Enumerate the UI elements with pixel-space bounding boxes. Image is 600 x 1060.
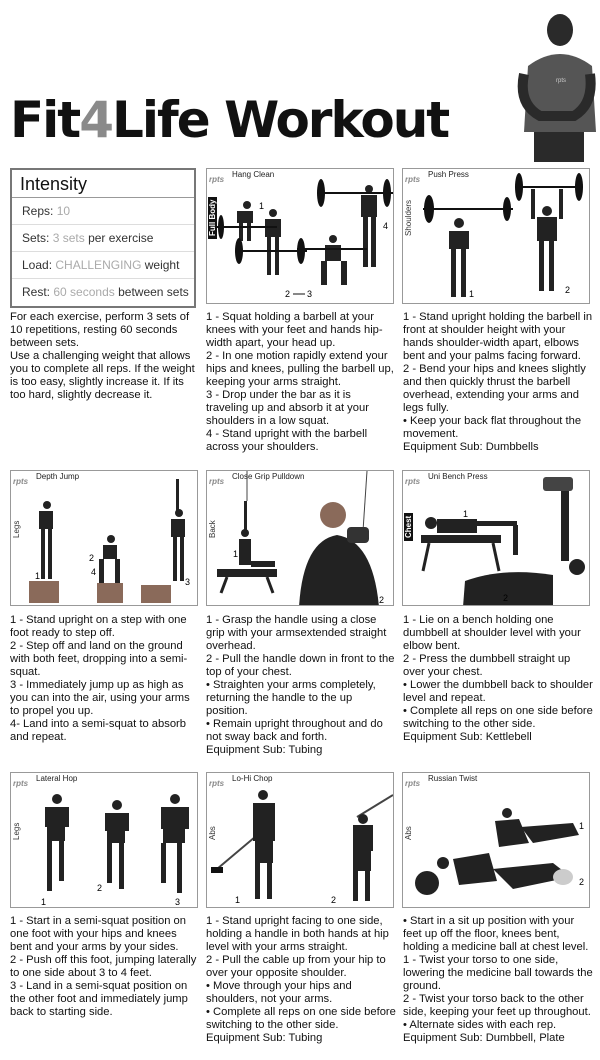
instruction-line: 4 - Stand upright with the barbell across your shoulders. [206, 428, 368, 453]
reps-label: Reps: [22, 204, 54, 218]
reps-value: 10 [56, 204, 71, 218]
exercise-name: Lateral Hop [36, 774, 78, 783]
exercise-description-hang-clean [206, 311, 396, 454]
step-number: 2 [565, 285, 571, 295]
exercise-card-close-grip-pulldown [206, 470, 394, 606]
exercise-name: Depth Jump [36, 472, 80, 481]
exercise-card-depth-jump [10, 470, 198, 606]
sets-suffix: per exercise [88, 231, 154, 245]
step-number: 2 [579, 877, 585, 887]
exercise-description-close-grip-pulldown [206, 614, 396, 757]
exercise-name: Push Press [428, 170, 469, 179]
reps-row [12, 198, 194, 225]
exercise-card-lo-hi-chop [206, 772, 394, 908]
exercise-description-lo-hi-chop [206, 915, 396, 1045]
title-number: 4 [79, 91, 112, 149]
exercise-card-push-press [402, 168, 590, 304]
bench-press-figure [403, 471, 590, 606]
instruction-line: 1 - Lie on a bench holding one dumbbell at shoulder level with your elbow bent. [403, 614, 581, 652]
step-number: 1 [41, 897, 47, 907]
brand-logo: rpts [209, 175, 225, 184]
step-number: 1 [463, 509, 469, 519]
instruction-line: 1 - Squat holding a barbell at your knees with your feet and hands hip-width apart, your head up. [206, 311, 383, 349]
instruction-line: 2 - Twist your torso back to the other side, keeping your feet up throughout. [403, 993, 591, 1018]
exercise-category: Abs [208, 823, 217, 843]
trainer-photo [516, 4, 598, 162]
title-part-2: Life Workout [112, 91, 449, 149]
instruction-line: 2 - Step off and land on the ground with both feet, dropping into a semi-squat. [10, 640, 188, 678]
step-number: 3 [185, 577, 191, 587]
instruction-line: 1 - Twist your torso to one side, lowering the medicine ball towards the ground. [403, 954, 593, 992]
instruction-line: 1 - Grasp the handle using a close grip with your armsextended straight overhead. [206, 614, 387, 652]
instruction-line: • Start in a sit up position with your feet up off the floor, knees bent, holding a medicine ball at chest level. [403, 915, 589, 953]
step-number: 1 [233, 549, 239, 559]
intro-text [10, 311, 200, 402]
exercise-card-lateral-hop [10, 772, 198, 908]
rest-value: 60 seconds [53, 285, 115, 299]
instruction-line: Equipment Sub: Dumbbell, Plate [403, 1032, 565, 1044]
instruction-line: 1 - Start in a semi-squat position on one foot with your hips and knees bent and your arms by your sides. [10, 915, 186, 953]
title-part-1: Fit [10, 91, 80, 149]
instruction-line: • Complete all reps on one side before switching to the other side. [206, 1006, 396, 1031]
intro-paragraph: For each exercise, perform 3 sets of 10 repetitions, resting 60 seconds between sets. [10, 311, 190, 349]
step-number: 2 [89, 553, 95, 563]
exercise-name: Hang Clean [232, 170, 275, 179]
step-number: 1 [469, 289, 475, 299]
instruction-line: 1 - Stand upright facing to one side, holding a handle in both hands at hip level with your arms straight. [206, 915, 389, 953]
instruction-line: • Straighten your arms completely, returning the handle to the up position. [206, 679, 376, 717]
instruction-line: 4- Land into a semi-squat to absorb and repeat. [10, 718, 186, 743]
instruction-line: 1 - Stand upright holding the barbell in front at shoulder height with your hands shoulder-width apart, elbows bent and your palms facing forward. [403, 311, 593, 362]
exercise-category: Chest [404, 513, 413, 541]
instruction-line: • Remain upright throughout and do not sway back and forth. [206, 718, 383, 743]
instruction-line: • Alternate sides with each rep. [403, 1019, 557, 1031]
brand-logo: rpts [209, 779, 225, 788]
instruction-line: 2 - Push off this foot, jumping laterally to one side about 3 to 4 feet. [10, 954, 197, 979]
exercise-category: Legs [12, 518, 21, 541]
load-row [12, 252, 194, 279]
exercise-description-uni-bench-press [403, 614, 593, 744]
hang-clean-figure [207, 169, 394, 304]
exercise-name: Uni Bench Press [428, 472, 488, 481]
intro-paragraph: Use a challenging weight that allows you to complete all reps. If the weight is too easy, slightly increase it. If its too hard, slightly decrease it. [10, 350, 195, 401]
exercise-description-depth-jump [10, 614, 200, 744]
instruction-line: Equipment Sub: Tubing [206, 744, 323, 756]
pulldown-figure [207, 471, 394, 606]
sets-label: Sets: [22, 231, 50, 245]
brand-logo: rpts [209, 477, 225, 486]
exercise-card-russian-twist [402, 772, 590, 908]
brand-logo: rpts [405, 779, 421, 788]
svg-text:rpts: rpts [556, 78, 567, 84]
step-number: 3 [307, 289, 313, 299]
sets-value: 3 sets [52, 231, 85, 245]
instruction-line: 2 - Pull the cable up from your hip to over your opposite shoulder. [206, 954, 386, 979]
lateral-hop-figure [11, 773, 198, 908]
exercise-category: Legs [12, 820, 21, 843]
intensity-panel [10, 168, 196, 308]
instruction-line: • Lower the dumbbell back to shoulder level and repeat. [403, 679, 593, 704]
instruction-line: • Complete all reps on one side before switching to the other side. [403, 705, 593, 730]
brand-logo: rpts [405, 175, 421, 184]
exercise-category: Abs [404, 823, 413, 843]
exercise-name: Close Grip Pulldown [232, 472, 305, 481]
exercise-description-lateral-hop [10, 915, 200, 1019]
push-press-figure [403, 169, 590, 304]
load-value: CHALLENGING [55, 258, 142, 272]
step-number: 2 [379, 595, 385, 605]
depth-jump-figure [11, 471, 198, 606]
step-number: 2 [285, 289, 291, 299]
intensity-heading: Intensity [12, 170, 194, 198]
instruction-line: 2 - Bend your hips and knees slightly and then quickly thrust the barbell overhead, extending your arms and legs fully. [403, 363, 586, 414]
instruction-line: 3 - Immediately jump up as high as you can into the air, using your arms to propel you up. [10, 679, 190, 717]
exercise-description-russian-twist [403, 915, 593, 1045]
step-number: 4 [383, 221, 389, 231]
step-number: 1 [35, 571, 41, 581]
instruction-line: 2 - In one motion rapidly extend your hips and knees, pulling the barbell up, keeping your arms straight. [206, 350, 394, 388]
exercise-description-push-press [403, 311, 593, 454]
exercise-category: Shoulders [404, 197, 413, 239]
russian-twist-figure [403, 773, 590, 908]
rest-label: Rest: [22, 285, 51, 299]
brand-logo: rpts [13, 477, 29, 486]
step-number: 1 [235, 895, 241, 905]
instruction-line: 3 - Land in a semi-squat position on the other foot and immediately jump back to starting side. [10, 980, 188, 1018]
instruction-line: 2 - Press the dumbbell straight up over your chest. [403, 653, 571, 678]
load-suffix: weight [144, 258, 180, 272]
sets-row [12, 225, 194, 252]
rest-row [12, 279, 194, 306]
chop-figure [207, 773, 394, 908]
instruction-line: 2 - Pull the handle down in front to the top of your chest. [206, 653, 395, 678]
instruction-line: • Move through your hips and shoulders, not your arms. [206, 980, 352, 1005]
brand-logo: rpts [405, 477, 421, 486]
exercise-category: Back [208, 517, 217, 541]
instruction-line: 3 - Drop under the bar as it is traveling up and absorb it at your shoulders in a low squat. [206, 389, 369, 427]
rest-suffix: between sets [118, 285, 189, 299]
step-number: 1 [259, 201, 265, 211]
instruction-line: 1 - Stand upright on a step with one foot ready to step off. [10, 614, 187, 639]
instruction-line: • Keep your back flat throughout the movement. [403, 415, 582, 440]
exercise-card-uni-bench-press [402, 470, 590, 606]
step-number: 2 [503, 593, 509, 603]
exercise-category: Full Body [208, 197, 217, 239]
exercise-card-hang-clean [206, 168, 394, 304]
exercise-name: Russian Twist [428, 774, 478, 783]
step-number: 4 [91, 567, 97, 577]
instruction-line: Equipment Sub: Tubing [206, 1032, 323, 1044]
page-title [10, 91, 449, 149]
step-number: 2 [97, 883, 103, 893]
instruction-line: Equipment Sub: Dumbbells [403, 441, 539, 453]
load-label: Load: [22, 258, 53, 272]
step-number: 2 [331, 895, 337, 905]
instruction-line: Equipment Sub: Kettlebell [403, 731, 532, 743]
step-number: 3 [175, 897, 181, 907]
brand-logo: rpts [13, 779, 29, 788]
step-number: 1 [579, 821, 585, 831]
exercise-name: Lo-Hi Chop [232, 774, 273, 783]
